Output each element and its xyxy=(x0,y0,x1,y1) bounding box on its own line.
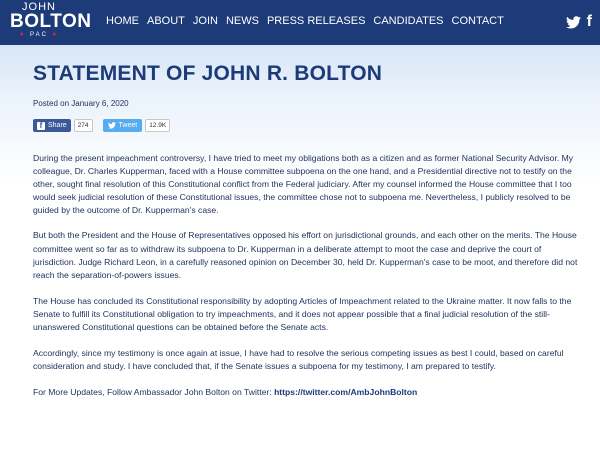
article-paragraph-1: During the present impeachment controversy, I have tried to meet my obligations both as a citizen and as former National Security Advisor. My colleague, Dr. Charles Kupperman, faced with a House committee subpoena on the one hand, and a Presidential directive not to testify on the other, sought final resolution of this Constitutional conflict from the Federal judiciary. After my counsel informed the House committee that I too would seek judicial resolution of these Constitutional issues, the committee chose not to subpoena me. Nevertheless, I publicly resolved to be guided by the outcome of Dr. Kupperman's case. xyxy=(33,153,574,216)
tweet-label: Tweet xyxy=(118,122,138,129)
bolton-pac-logo[interactable] xyxy=(10,1,92,42)
page-title: STATEMENT OF JOHN R. BOLTON xyxy=(33,62,383,85)
share-buttons xyxy=(33,119,170,132)
facebook-icon[interactable]: f xyxy=(586,13,592,30)
tweet-count: 12.9K xyxy=(145,119,170,132)
main-nav xyxy=(106,15,512,27)
twitter-icon xyxy=(108,122,116,129)
nav-about[interactable]: ABOUT xyxy=(147,15,185,27)
twitter-icon[interactable] xyxy=(566,16,581,29)
logo-line-bolton: BOLTON xyxy=(10,11,92,32)
nav-press-releases[interactable]: PRESS RELEASES xyxy=(266,15,366,27)
twitter-tweet-button[interactable] xyxy=(103,119,143,132)
facebook-icon: f xyxy=(37,122,45,130)
nav-candidates[interactable]: CANDIDATES xyxy=(373,15,444,27)
facebook-share-count: 274 xyxy=(74,119,93,132)
logo-line-pac: ★ PAC ★ xyxy=(18,32,60,38)
nav-join[interactable]: JOIN xyxy=(192,15,218,27)
logo-line-john: JOHN xyxy=(22,1,56,13)
top-navbar xyxy=(0,0,600,45)
facebook-share-label: Share xyxy=(48,122,67,129)
article-paragraph-4: Accordingly, since my testimony is once again at issue, I have had to resolve the serious competing issues as best I could, based on careful consideration and study. I have concluded that, if the Senate issues a subpoena for my testimony, I am prepared to testify. xyxy=(33,348,564,372)
facebook-share-button[interactable] xyxy=(33,119,71,132)
article-body xyxy=(33,152,578,399)
nav-contact[interactable]: CONTACT xyxy=(451,15,504,27)
article-paragraph-2: But both the President and the House of Representatives opposed his effort on jurisdictional grounds, and each other on the merits. The House committee went so far as to withdraw its subpoena to Dr. Kupperman in a deliberate attempt to moot the case and deprive the court of jurisdiction. Judge Richard Leon, in a carefully reasoned opinion on December 30, held Dr. Kupperman's case to be moot, and therefore did not reach the separation-of-powers issues. xyxy=(33,230,578,280)
nav-news[interactable]: NEWS xyxy=(225,15,259,27)
nav-home[interactable]: HOME xyxy=(106,15,139,27)
social-links xyxy=(566,14,592,30)
follow-updates-text: For More Updates, Follow Ambassador John Bolton on Twitter: xyxy=(33,387,275,398)
twitter-profile-link[interactable]: https://twitter.com/AmbJohnBolton xyxy=(274,387,418,398)
posted-date: Posted on January 6, 2020 xyxy=(33,99,129,108)
follow-updates-line xyxy=(33,386,578,399)
article-paragraph-3: The House has concluded its Constitutional responsibility by adopting Articles of Impeachment related to the Ukraine matter. It now falls to the Senate to fulfill its Constitutional obligation to try impeachments, and it does not appear possible that a final judicial resolution of the still-unanswered Constitutional questions can be obtained before the Senate acts. xyxy=(33,295,572,333)
